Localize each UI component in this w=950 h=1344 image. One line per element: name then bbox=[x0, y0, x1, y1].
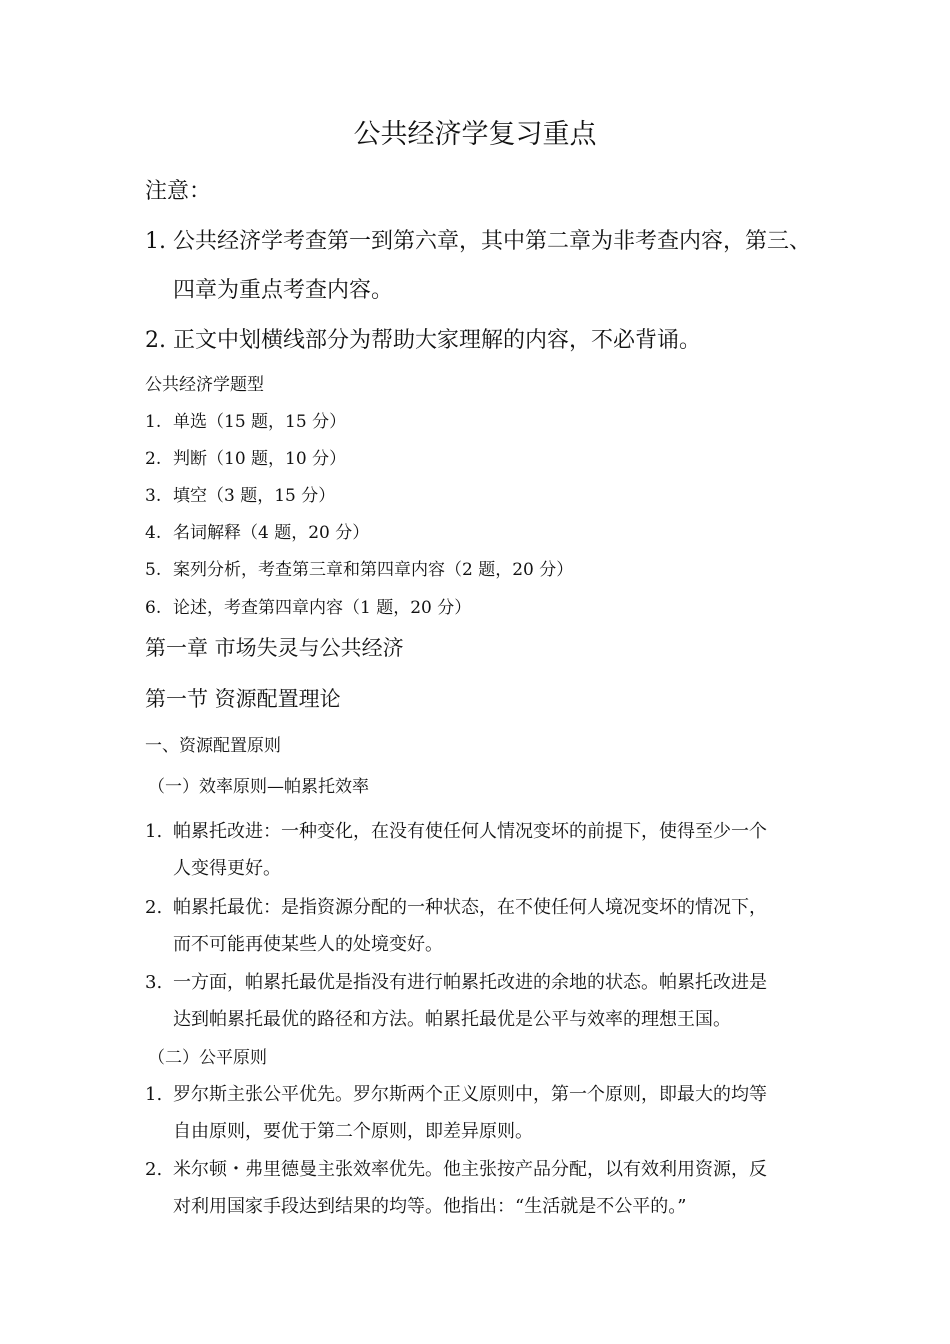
list-text: 米尔顿・弗里德曼主张效率优先。他主张按产品分配，以有效利用资源，反 bbox=[173, 1159, 767, 1180]
question-type-number: 6. bbox=[145, 598, 162, 618]
note-number: 1. bbox=[145, 229, 166, 254]
note-item bbox=[145, 323, 701, 354]
list-text: 帕累托最优：是指资源分配的一种状态，在不使任何人境况变坏的情况下， bbox=[173, 897, 767, 918]
question-type-number: 3. bbox=[145, 486, 162, 506]
question-type-text: 名词解释（4 题，20 分） bbox=[173, 523, 370, 543]
list-number: 3. bbox=[145, 972, 163, 993]
list-text-continued: 而不可能再使某些人的处境变好。 bbox=[173, 934, 443, 955]
list-item bbox=[145, 1155, 767, 1181]
list-item bbox=[145, 1080, 767, 1106]
list-number: 1. bbox=[145, 821, 163, 842]
question-type-item bbox=[145, 555, 573, 580]
part-heading-fairness: （二）公平原则 bbox=[148, 1048, 267, 1068]
question-type-number: 2. bbox=[145, 449, 162, 469]
part-heading-efficiency: （一）效率原则—帕累托效率 bbox=[148, 777, 369, 797]
question-type-text: 单选（15 题，15 分） bbox=[173, 412, 347, 432]
subsection-heading: 一、资源配置原则 bbox=[145, 736, 281, 756]
note-text: 公共经济学考查第一到第六章，其中第二章为非考查内容，第三、 bbox=[173, 229, 812, 254]
question-type-item bbox=[145, 444, 346, 469]
page-title: 公共经济学复习重点 bbox=[353, 119, 597, 150]
note-text-continued: 四章为重点考查内容。 bbox=[173, 278, 394, 303]
list-text-continued: 对利用国家手段达到结果的均等。他指出：“生活就是不公平的。” bbox=[173, 1196, 687, 1217]
list-text-continued: 人变得更好。 bbox=[173, 858, 281, 879]
list-item bbox=[145, 893, 767, 919]
list-text: 帕累托改进：一种变化，在没有使任何人情况变坏的前提下，使得至少一个 bbox=[173, 821, 767, 842]
question-type-item bbox=[145, 593, 471, 618]
note-item bbox=[145, 224, 811, 255]
chapter-heading: 第一章 市场失灵与公共经济 bbox=[145, 636, 404, 660]
question-type-text: 案列分析，考查第三章和第四章内容（2 题，20 分） bbox=[173, 560, 574, 580]
question-type-text: 判断（10 题，10 分） bbox=[173, 449, 347, 469]
question-type-number: 1. bbox=[145, 412, 162, 432]
list-number: 2. bbox=[145, 1159, 163, 1180]
question-type-text: 论述，考查第四章内容（1 题，20 分） bbox=[173, 598, 472, 618]
list-text: 一方面，帕累托最优是指没有进行帕累托改进的余地的状态。帕累托改进是 bbox=[173, 972, 767, 993]
list-text-continued: 达到帕累托最优的路径和方法。帕累托最优是公平与效率的理想王国。 bbox=[173, 1009, 731, 1030]
question-type-item bbox=[145, 481, 335, 506]
list-number: 1. bbox=[145, 1084, 163, 1105]
question-type-text: 填空（3 题，15 分） bbox=[173, 486, 336, 506]
list-text: 罗尔斯主张公平优先。罗尔斯两个正义原则中，第一个原则，即最大的均等 bbox=[173, 1084, 767, 1105]
list-item bbox=[145, 968, 767, 994]
question-type-item bbox=[145, 518, 369, 543]
list-number: 2. bbox=[145, 897, 163, 918]
question-types-heading: 公共经济学题型 bbox=[145, 375, 264, 395]
question-type-item bbox=[145, 407, 346, 432]
question-type-number: 4. bbox=[145, 523, 162, 543]
note-heading: 注意： bbox=[145, 179, 212, 204]
section-heading: 第一节 资源配置理论 bbox=[145, 687, 341, 711]
list-text-continued: 自由原则，要优于第二个原则，即差异原则。 bbox=[173, 1121, 533, 1142]
note-text: 正文中划横线部分为帮助大家理解的内容，不必背诵。 bbox=[173, 328, 702, 353]
question-type-number: 5. bbox=[145, 560, 162, 580]
note-number: 2. bbox=[145, 328, 166, 353]
list-item bbox=[145, 817, 767, 843]
